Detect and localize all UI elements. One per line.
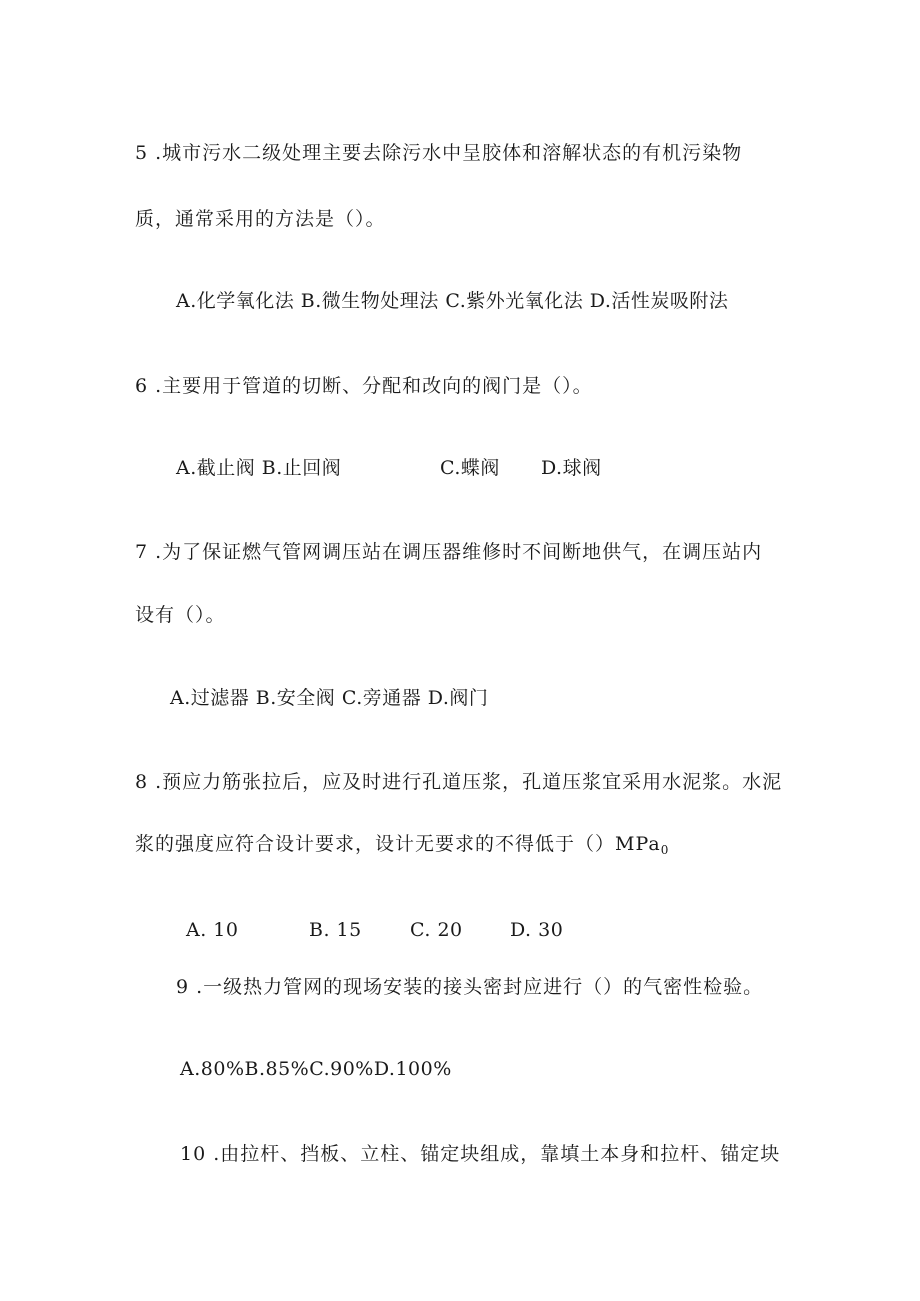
question-7-options: A.过滤器 B.安全阀 C.旁通器 D.阀门 <box>170 687 489 709</box>
question-7-line-1: 7 .为了保证燃气管网调压站在调压器维修时不间断地供气，在调压站内 <box>135 541 763 563</box>
question-9-line-1: 9 .一级热力管网的现场安装的接头密封应进行（）的气密性检验。 <box>176 976 764 998</box>
question-10-line-1: 10 .由拉杆、挡板、立柱、锚定块组成，靠填土本身和拉杆、锚定块 <box>180 1143 781 1165</box>
question-5-line-1: 5 .城市污水二级处理主要去除污水中呈胶体和溶解状态的有机污染物 <box>135 142 743 164</box>
question-6-option-c: C.蝶阀 <box>440 457 500 479</box>
question-8-line-2 <box>135 832 669 862</box>
question-6-options-ab: A.截止阀 B.止回阀 <box>176 457 342 479</box>
question-5-line-2: 质，通常采用的方法是（）。 <box>135 208 386 230</box>
question-6-option-d: D.球阀 <box>541 457 602 479</box>
question-8-line-2-text: 浆的强度应符合设计要求，设计无要求的不得低于（）MPa <box>135 833 661 855</box>
question-8-option-b: B. 15 <box>309 919 362 941</box>
question-9-options: A.80%B.85%C.90%D.100% <box>180 1058 452 1080</box>
question-8-subscript: 0 <box>660 843 670 857</box>
question-5-options: A.化学氧化法 B.微生物处理法 C.紫外光氧化法 D.活性炭吸附法 <box>176 290 729 312</box>
question-8-line-1: 8 .预应力筋张拉后，应及时进行孔道压浆，孔道压浆宜采用水泥浆。水泥 <box>135 771 783 793</box>
question-8-option-a: A. 10 <box>186 919 239 941</box>
question-6-line-1: 6 .主要用于管道的切断、分配和改向的阀门是（）。 <box>135 375 593 397</box>
question-8-option-c: C. 20 <box>410 919 463 941</box>
question-8-option-d: D. 30 <box>510 919 564 941</box>
question-7-line-2: 设有（）。 <box>135 604 226 626</box>
